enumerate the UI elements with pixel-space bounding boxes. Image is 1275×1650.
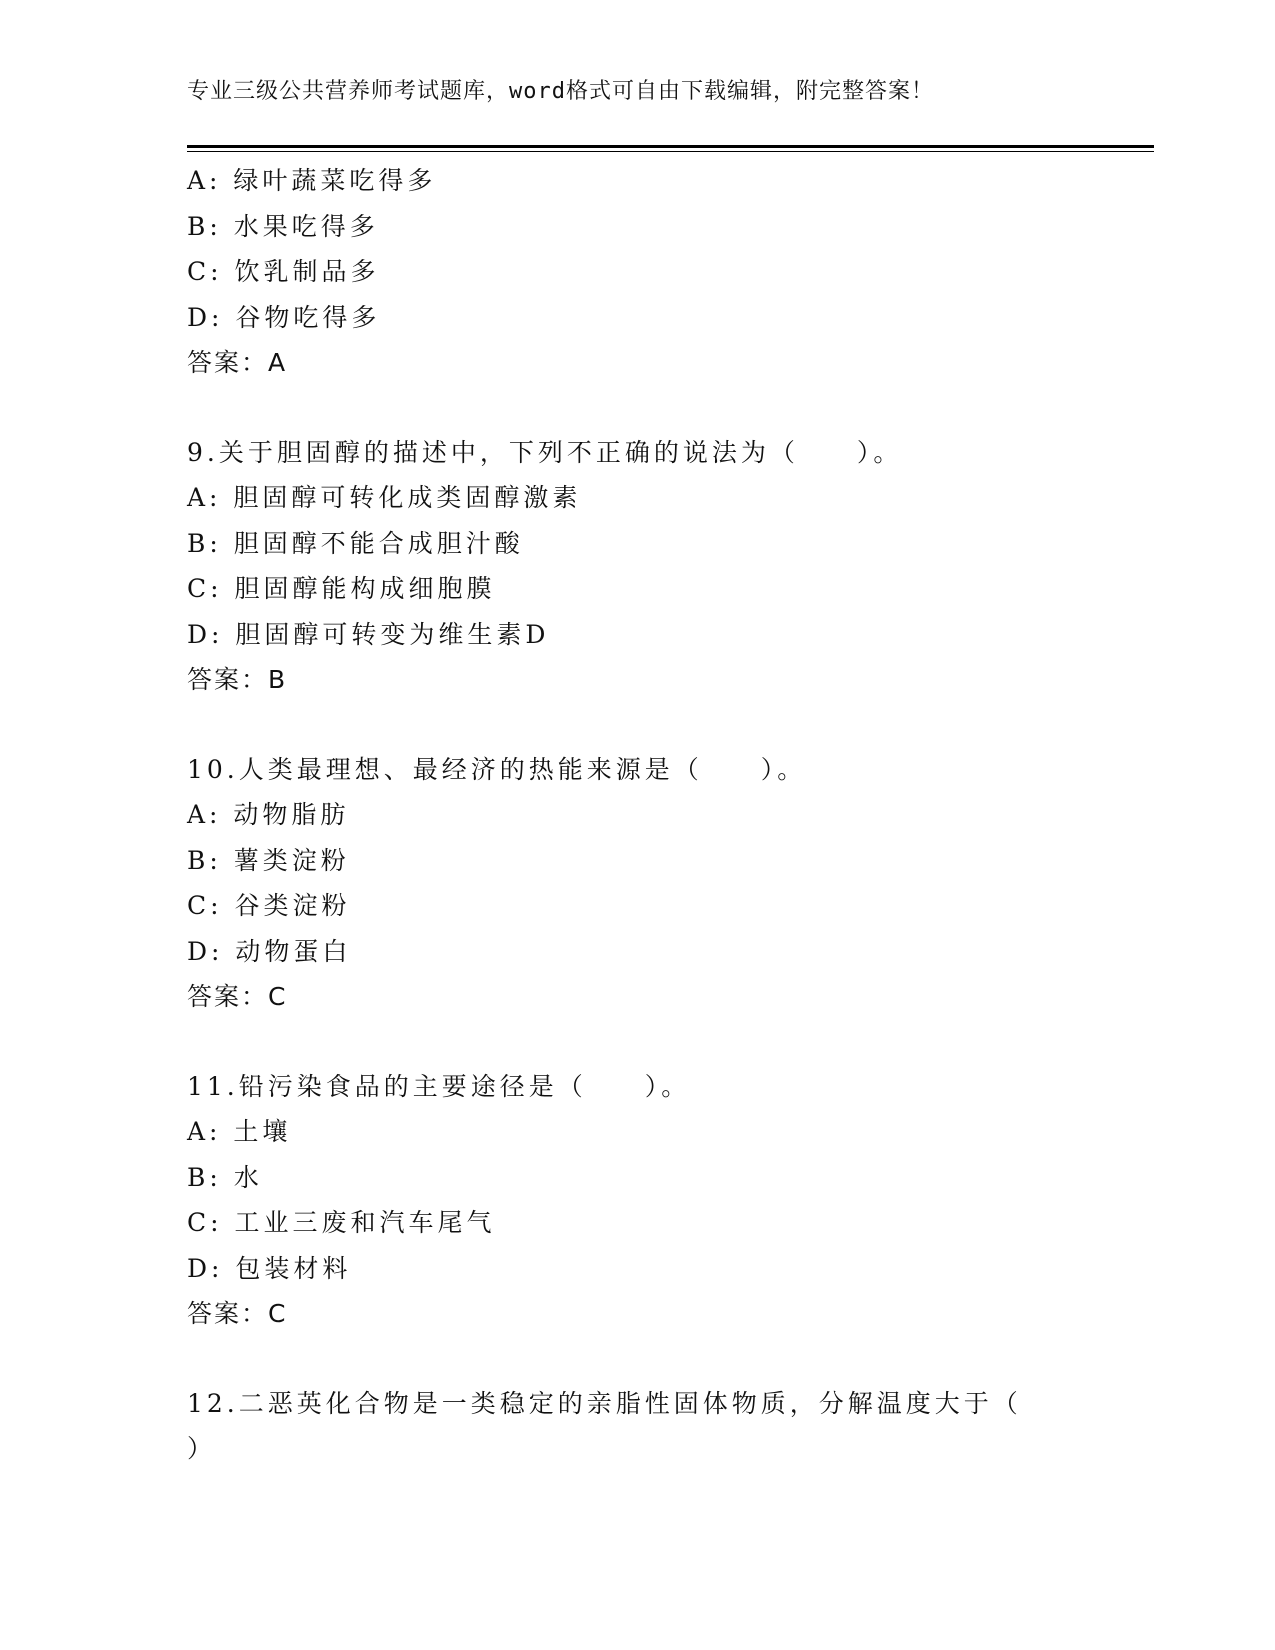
option-a: A: 绿叶蔬菜吃得多 <box>187 166 437 195</box>
question-stem: 12.二恶英化合物是一类稳定的亲脂性固体物质，分解温度大于（ <box>187 1388 1022 1418</box>
option-c: C: 谷类淀粉 <box>187 891 351 920</box>
option-a: A: 动物脂肪 <box>187 800 350 829</box>
option-c: C: 胆固醇能构成细胞膜 <box>187 574 496 603</box>
answer-line: 答案：C <box>187 1299 288 1328</box>
answer-line: 答案：C <box>187 982 288 1011</box>
question-stem: 9.关于胆固醇的描述中，下列不正确的说法为（ ）。 <box>187 437 903 467</box>
question-stem: 10.人类最理想、最经济的热能来源是（ ）。 <box>187 754 807 784</box>
option-b: B: 水 <box>187 1162 263 1192</box>
option-c: C: 工业三废和汽车尾气 <box>187 1208 496 1237</box>
answer-line: 答案：B <box>187 665 288 694</box>
option-a: A: 胆固醇可转化成类固醇激素 <box>187 483 582 512</box>
option-d: D: 动物蛋白 <box>187 936 352 966</box>
block-gap <box>187 1020 1154 1064</box>
page-header: 专业三级公共营养师考试题库，word格式可自由下载编辑，附完整答案！ <box>187 79 934 104</box>
option-d: D: 胆固醇可转变为维生素D <box>187 619 550 649</box>
option-c: C: 饮乳制品多 <box>187 257 380 286</box>
option-a: A: 土壤 <box>187 1117 292 1146</box>
option-b: B: 薯类淀粉 <box>187 845 350 875</box>
question-stem-continuation: ） <box>187 1434 217 1463</box>
answer-line: 答案：A <box>187 348 288 377</box>
question-list <box>187 158 1154 1472</box>
header-rule-thin <box>187 151 1154 152</box>
option-b: B: 胆固醇不能合成胆汁酸 <box>187 528 524 558</box>
block-gap <box>187 1337 1154 1381</box>
question-stem: 11.铅污染食品的主要途径是（ ）。 <box>187 1071 691 1101</box>
option-d: D: 谷物吃得多 <box>187 302 381 332</box>
block-gap <box>187 386 1154 430</box>
option-d: D: 包装材料 <box>187 1253 352 1283</box>
option-b: B: 水果吃得多 <box>187 211 379 241</box>
block-gap <box>187 703 1154 747</box>
header-rule-thick <box>187 145 1154 148</box>
